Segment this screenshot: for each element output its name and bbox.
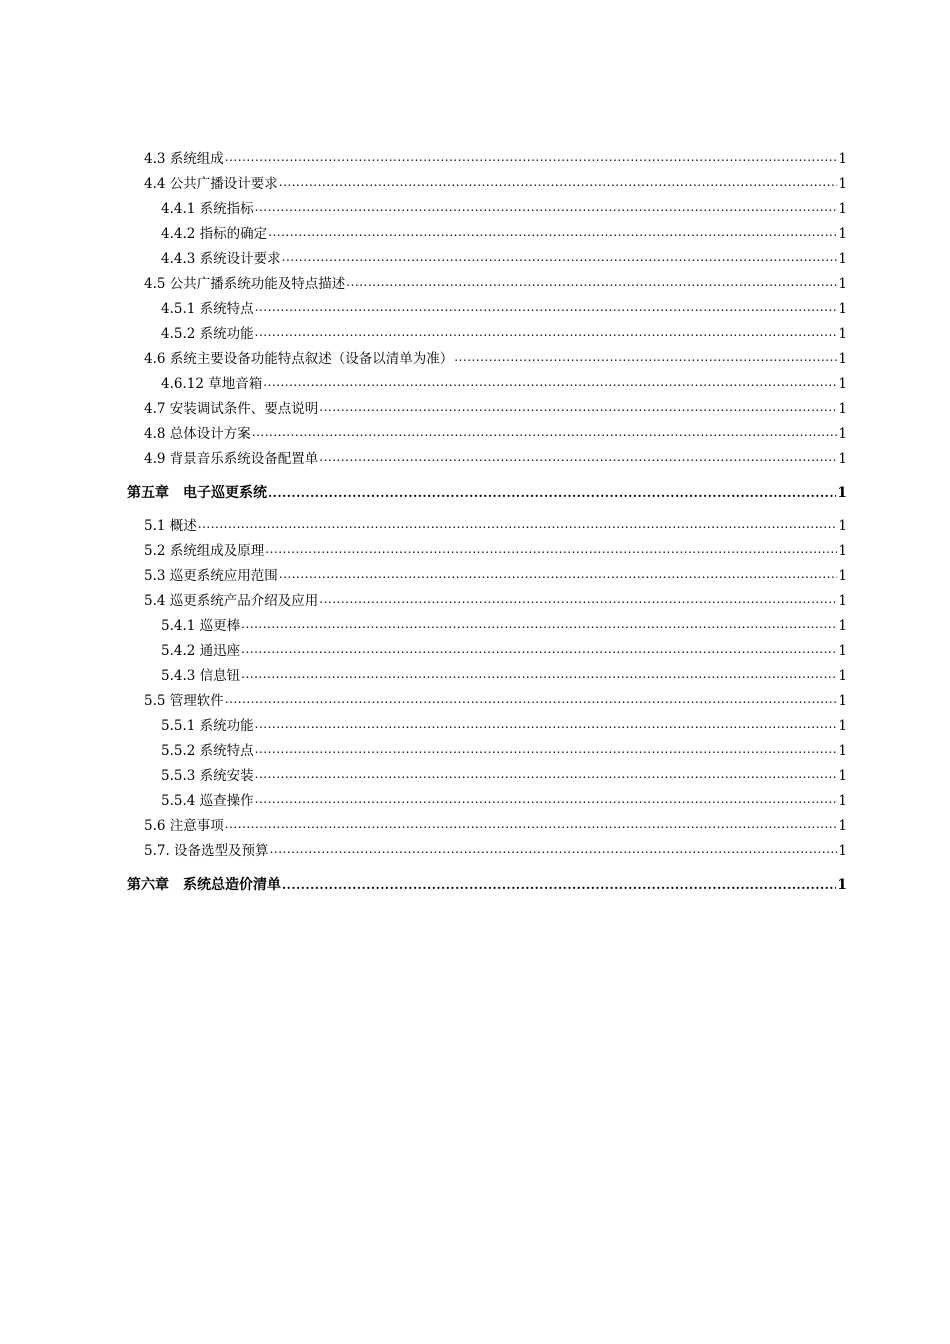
toc-entry-title: 4.4.1 系统指标 (161, 201, 254, 217)
toc-entry-title: 4.6.12 草地音箱 (161, 376, 263, 392)
toc-page-number: 1 (838, 843, 847, 859)
toc-entry[interactable] (127, 514, 847, 539)
toc-entry[interactable] (127, 247, 847, 272)
toc-entry-title: 4.9 背景音乐系统设备配置单 (144, 451, 319, 467)
toc-entry[interactable] (127, 422, 847, 447)
toc-page-number: 1 (838, 543, 847, 559)
toc-entry[interactable] (127, 197, 847, 222)
toc-page-number: 1 (838, 568, 847, 584)
toc-page-number: 1 (838, 743, 847, 759)
toc-page-number: 1 (838, 793, 847, 809)
toc-dot-leader (346, 275, 837, 289)
toc-entry-title: 5.6 注意事项 (144, 818, 224, 834)
toc-dot-leader (265, 542, 837, 556)
toc-entry[interactable] (127, 589, 847, 614)
toc-entry[interactable] (127, 372, 847, 397)
toc-entry[interactable] (127, 714, 847, 739)
toc-entry[interactable] (127, 347, 847, 372)
toc-chapter-entry[interactable] (127, 864, 847, 906)
toc-page-number: 1 (837, 485, 847, 501)
toc-page-number: 1 (838, 518, 847, 534)
toc-dot-leader (252, 425, 838, 439)
toc-entry-title: 5.4.1 巡更棒 (161, 618, 241, 634)
toc-page-number: 1 (838, 276, 847, 292)
toc-entry-title: 4.4.2 指标的确定 (161, 226, 268, 242)
toc-entry-title: 第六章 系统总造价清单 (127, 877, 281, 893)
toc-dot-leader (279, 567, 838, 581)
toc-entry-title: 4.5.1 系统特点 (161, 301, 254, 317)
toc-entry-title: 5.5.1 系统功能 (161, 718, 254, 734)
toc-entry[interactable] (127, 222, 847, 247)
toc-entry[interactable] (127, 764, 847, 789)
toc-dot-leader (225, 692, 838, 706)
toc-dot-leader (255, 742, 838, 756)
toc-dot-leader (255, 792, 838, 806)
toc-page-number: 1 (837, 877, 847, 893)
toc-entry-title: 5.5.3 系统安装 (161, 768, 254, 784)
toc-page-number: 1 (838, 401, 847, 417)
toc-dot-leader (255, 717, 838, 731)
toc-entry[interactable] (127, 172, 847, 197)
toc-page-number: 1 (838, 151, 847, 167)
toc-entry-title: 4.4.3 系统设计要求 (161, 251, 281, 267)
toc-dot-leader (279, 175, 838, 189)
toc-dot-leader (319, 592, 837, 606)
toc-entry-title: 5.5 管理软件 (144, 693, 224, 709)
toc-entry[interactable] (127, 297, 847, 322)
toc-entry[interactable] (127, 739, 847, 764)
toc-entry-title: 5.4.2 通迅座 (161, 643, 241, 659)
toc-entry-title: 5.3 巡更系统应用范围 (144, 568, 278, 584)
toc-page-number: 1 (838, 201, 847, 217)
toc-entry-title: 4.8 总体设计方案 (144, 426, 251, 442)
toc-entry-title: 5.5.4 巡查操作 (161, 793, 254, 809)
toc-dot-leader (270, 842, 838, 856)
toc-dot-leader (241, 667, 837, 681)
toc-page-number: 1 (838, 643, 847, 659)
toc-entry[interactable] (127, 814, 847, 839)
toc-entry-title: 5.4.3 信息钮 (161, 668, 241, 684)
toc-dot-leader (319, 450, 837, 464)
toc-entry[interactable] (127, 689, 847, 714)
toc-dot-leader (255, 300, 838, 314)
toc-entry[interactable] (127, 147, 847, 172)
toc-page-number: 1 (838, 326, 847, 342)
toc-entry-title: 5.5.2 系统特点 (161, 743, 254, 759)
toc-dot-leader (454, 350, 837, 364)
toc-page-number: 1 (838, 593, 847, 609)
toc-page-number: 1 (838, 818, 847, 834)
toc-page-number: 1 (838, 226, 847, 242)
toc-dot-leader (263, 375, 837, 389)
toc-page-number: 1 (838, 693, 847, 709)
toc-entry[interactable] (127, 322, 847, 347)
toc-dot-leader (319, 400, 837, 414)
toc-entry[interactable] (127, 614, 847, 639)
toc-dot-leader (268, 225, 837, 239)
toc-page-number: 1 (838, 251, 847, 267)
toc-entry[interactable] (127, 397, 847, 422)
toc-entry-title: 4.6 系统主要设备功能特点叙述（设备以清单为准） (144, 351, 454, 367)
toc-entry-title: 5.4 巡更系统产品介绍及应用 (144, 593, 319, 609)
toc-entry[interactable] (127, 839, 847, 864)
toc-dot-leader (282, 250, 838, 264)
toc-page-number: 1 (838, 718, 847, 734)
toc-dot-leader (225, 817, 838, 831)
toc-chapter-entry[interactable] (127, 472, 847, 514)
toc-entry-title: 4.5 公共广播系统功能及特点描述 (144, 276, 346, 292)
toc-page-number: 1 (838, 668, 847, 684)
toc-dot-leader (268, 483, 836, 497)
toc-page-number: 1 (838, 301, 847, 317)
toc-entry-title: 5.1 概述 (144, 518, 197, 534)
toc-entry-title: 5.7. 设备选型及预算 (144, 843, 269, 859)
toc-dot-leader (282, 875, 836, 889)
toc-entry[interactable] (127, 789, 847, 814)
toc-entry-title: 5.2 系统组成及原理 (144, 543, 265, 559)
toc-page-number: 1 (838, 451, 847, 467)
toc-page-number: 1 (838, 426, 847, 442)
toc-entry-title: 4.7 安装调试条件、要点说明 (144, 401, 319, 417)
toc-entry[interactable] (127, 639, 847, 664)
toc-page-number: 1 (838, 351, 847, 367)
toc-entry[interactable] (127, 447, 847, 472)
toc-dot-leader (198, 517, 838, 531)
toc-entry[interactable] (127, 564, 847, 589)
toc-entry-title: 4.5.2 系统功能 (161, 326, 254, 342)
toc-page-number: 1 (838, 768, 847, 784)
toc-entry-title: 4.3 系统组成 (144, 151, 224, 167)
toc-dot-leader (241, 642, 837, 656)
toc-dot-leader (255, 200, 838, 214)
toc-dot-leader (255, 325, 838, 339)
toc-page-number: 1 (838, 618, 847, 634)
toc-entry[interactable] (127, 272, 847, 297)
toc-entry-title: 第五章 电子巡更系统 (127, 485, 267, 501)
toc-entry-title: 4.4 公共广播设计要求 (144, 176, 278, 192)
toc-page-number: 1 (838, 376, 847, 392)
toc-dot-leader (241, 617, 837, 631)
toc-entry[interactable] (127, 539, 847, 564)
toc-dot-leader (225, 150, 838, 164)
toc-entry[interactable] (127, 664, 847, 689)
toc-page-number: 1 (838, 176, 847, 192)
table-of-contents (127, 147, 847, 906)
toc-dot-leader (255, 767, 838, 781)
